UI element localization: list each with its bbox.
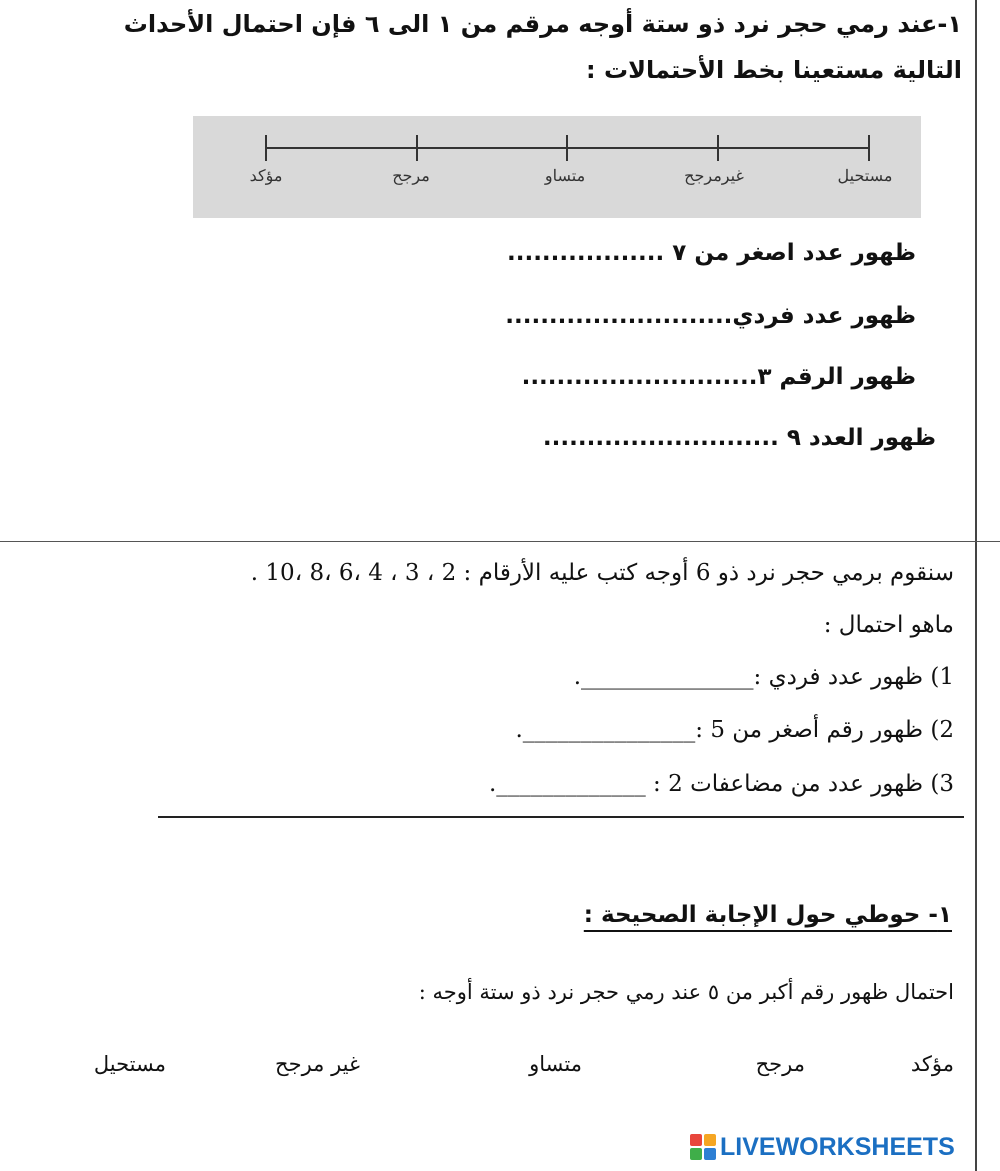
question-1-line-2: التالية مستعينا بخط الأحتمالات :: [586, 56, 962, 84]
answer-item[interactable]: 2) ظهور رقم أصغر من 5 :_______________.: [515, 717, 954, 743]
scale-label-certain: مؤكد: [249, 166, 283, 185]
choice-impossible[interactable]: مستحيل: [93, 1052, 166, 1076]
section-divider: [158, 816, 964, 818]
event-item[interactable]: ظهور العدد ٩ ...........................: [542, 425, 936, 451]
probability-scale: [193, 116, 921, 218]
event-item[interactable]: ظهور عدد فردي..........................: [505, 303, 916, 329]
choice-certain[interactable]: مؤكد: [910, 1052, 954, 1076]
answer-item[interactable]: 1) ظهور عدد فردي :_______________.: [573, 664, 954, 690]
answer-item[interactable]: 3) ظهور عدد من مضاعفات 2 : _____________.: [488, 771, 954, 797]
probability-prompt: ماهو احتمال :: [823, 612, 954, 638]
choice-question: احتمال ظهور رقم أكبر من ٥ عند رمي حجر نرد ذو ستة أوجه :: [418, 980, 954, 1004]
scale-tick: [717, 135, 719, 161]
scale-label-unlikely: غيرمرجح: [684, 166, 744, 185]
section-divider: [0, 541, 1000, 542]
liveworksheets-logo: [690, 1131, 955, 1163]
event-item[interactable]: ظهور عدد اصغر من ٧ ..................: [506, 240, 916, 266]
logo-text: LIVEWORKSHEETS: [720, 1132, 955, 1161]
choice-unlikely[interactable]: غير مرجح: [275, 1052, 360, 1076]
right-margin-line: [975, 0, 977, 1171]
scale-tick: [868, 135, 870, 161]
dice-intro: سنقوم برمي حجر نرد ذو 6 أوجه كتب عليه الأرقام : 2 ، 3 ، 4 ،6 ،8 ،10 .: [250, 560, 954, 586]
scale-tick: [416, 135, 418, 161]
scale-tick: [265, 135, 267, 161]
question-1-line-1: ١-عند رمي حجر نرد ذو ستة أوجه مرقم من ١ الى ٦ فإن احتمال الأحداث: [123, 10, 962, 38]
choice-even[interactable]: متساو: [529, 1052, 582, 1076]
logo-mark-icon: [690, 1134, 716, 1160]
section-heading: ١- حوطي حول الإجابة الصحيحة :: [583, 902, 952, 928]
scale-label-impossible: مستحيل: [837, 166, 893, 185]
scale-label-even: متساو: [544, 166, 586, 185]
choice-likely[interactable]: مرجح: [755, 1052, 805, 1076]
scale-tick: [566, 135, 568, 161]
scale-label-likely: مرجح: [392, 166, 430, 185]
event-item[interactable]: ظهور الرقم ٣...........................: [521, 364, 916, 390]
